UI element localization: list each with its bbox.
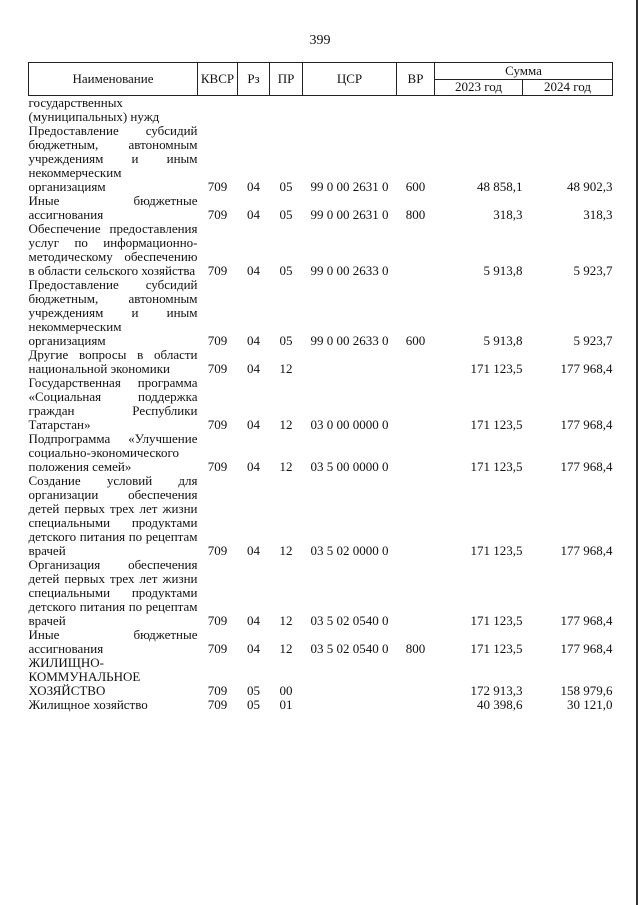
row-csr [303, 698, 397, 712]
row-name: государственных (муниципальных) нужд [28, 95, 160, 124]
row-rz: 04 [247, 361, 260, 376]
row-csr: 03 5 02 0000 0 [310, 543, 389, 558]
row-sum-2024: 30 121,0 [567, 697, 613, 712]
row-csr [303, 348, 397, 376]
row-vr [397, 348, 435, 376]
row-sum-2023: 5 913,8 [483, 333, 523, 348]
header-year-2023: 2023 год [435, 79, 523, 96]
row-sum-2024: 158 979,6 [560, 683, 613, 698]
table-row [29, 628, 613, 656]
row-sum-2023: 171 123,5 [470, 613, 523, 628]
row-vr [397, 656, 435, 698]
row-vr [397, 222, 435, 278]
row-kvsr: 709 [207, 641, 228, 656]
row-sum-2024: 177 968,4 [560, 459, 613, 474]
row-name: Предоставление субсидий бюджетным, автономным учреждениям и иным некоммерческим организациям [28, 277, 198, 348]
row-kvsr: 709 [207, 417, 228, 432]
row-sum-2023: 172 913,3 [470, 683, 523, 698]
row-csr: 99 0 00 2631 0 [310, 179, 389, 194]
row-kvsr: 709 [207, 543, 228, 558]
row-name: Обеспечение предоставления услуг по информационно-методическому обеспечению в области сельского хозяйства [28, 221, 198, 278]
row-pr: 05 [279, 179, 293, 194]
row-vr: 600 [405, 333, 426, 348]
header-year-2024: 2024 год [523, 79, 613, 96]
row-vr [397, 376, 435, 432]
row-pr: 12 [279, 417, 293, 432]
row-sum-2024: 48 902,3 [567, 179, 613, 194]
scan-edge-line [636, 0, 638, 905]
row-name: ЖИЛИЩНО-КОММУНАЛЬНОЕ ХОЗЯЙСТВО [28, 655, 141, 698]
row-rz: 04 [247, 263, 260, 278]
table-row [29, 558, 613, 628]
table-row [29, 278, 613, 348]
row-rz: 04 [247, 333, 260, 348]
row-sum-2023: 48 858,1 [477, 179, 523, 194]
row-vr [397, 558, 435, 628]
header-csr: ЦСР [303, 63, 397, 96]
row-sum-2024: 177 968,4 [560, 613, 613, 628]
row-name: Подпрограмма «Улучшение социально-экономического положения семей» [28, 431, 198, 474]
row-kvsr: 709 [207, 613, 228, 628]
row-pr: 05 [279, 333, 293, 348]
table-row [29, 348, 613, 376]
table-row [29, 656, 613, 698]
row-pr: 12 [279, 613, 293, 628]
row-sum-2023: 171 123,5 [470, 459, 523, 474]
row-csr [303, 96, 397, 125]
row-sum-2023: 171 123,5 [470, 361, 523, 376]
row-pr: 05 [279, 263, 293, 278]
row-sum-2023: 171 123,5 [470, 417, 523, 432]
header-kvsr: КВСР [198, 63, 238, 96]
row-rz: 04 [247, 613, 260, 628]
row-csr: 03 5 00 0000 0 [310, 459, 389, 474]
row-sum-2023: 5 913,8 [483, 263, 523, 278]
row-rz: 04 [247, 641, 260, 656]
page-number: 399 [309, 33, 331, 48]
row-pr: 01 [279, 697, 293, 712]
row-sum-2024: 177 968,4 [560, 361, 613, 376]
row-pr: 12 [279, 641, 293, 656]
table-row [29, 474, 613, 558]
row-sum-2023: 171 123,5 [470, 641, 523, 656]
row-pr: 00 [279, 683, 293, 698]
row-csr: 99 0 00 2633 0 [310, 333, 389, 348]
row-vr: 800 [405, 207, 426, 222]
row-vr: 600 [405, 179, 426, 194]
header-name: Наименование [29, 63, 198, 96]
header-rz: Рз [238, 63, 270, 96]
row-sum-2024: 177 968,4 [560, 543, 613, 558]
row-vr: 800 [405, 641, 426, 656]
row-pr [270, 96, 303, 125]
row-kvsr: 709 [207, 459, 228, 474]
row-pr: 12 [279, 361, 293, 376]
row-name: Государственная программа «Социальная поддержка граждан Республики Татарстан» [28, 375, 198, 432]
row-rz: 05 [247, 683, 260, 698]
row-kvsr: 709 [207, 263, 228, 278]
row-sum-2024: 177 968,4 [560, 417, 613, 432]
row-rz [238, 96, 270, 125]
row-rz: 04 [247, 207, 260, 222]
row-name: Организация обеспечения детей первых трех лет жизни специальными продуктами детского питания по рецептам врачей [28, 557, 198, 628]
row-name: Жилищное хозяйство [28, 697, 148, 712]
row-sum-2024: 177 968,4 [560, 641, 613, 656]
row-vr [397, 474, 435, 558]
row-kvsr: 709 [207, 207, 228, 222]
header-vr: ВР [397, 63, 435, 96]
row-csr: 99 0 00 2633 0 [310, 263, 389, 278]
row-sum-2023: 171 123,5 [470, 543, 523, 558]
row-sum-2023: 40 398,6 [477, 697, 523, 712]
table-row [29, 376, 613, 432]
header-pr: ПР [270, 63, 303, 96]
row-name: Иные бюджетные ассигнования [28, 627, 198, 656]
row-pr: 12 [279, 543, 293, 558]
table-row [29, 124, 613, 194]
row-rz: 04 [247, 417, 260, 432]
row-vr [397, 432, 435, 474]
row-sum-2024 [523, 96, 613, 125]
row-csr: 03 5 02 0540 0 [310, 641, 389, 656]
row-csr [303, 656, 397, 698]
table-body [29, 96, 613, 713]
row-pr: 05 [279, 207, 293, 222]
row-csr: 03 0 00 0000 0 [310, 417, 389, 432]
row-kvsr: 709 [207, 179, 228, 194]
row-rz: 04 [247, 179, 260, 194]
row-sum-2024: 5 923,7 [573, 263, 613, 278]
row-kvsr: 709 [207, 697, 228, 712]
row-sum-2024: 318,3 [583, 207, 613, 222]
table-header [29, 63, 613, 96]
table-row [29, 96, 613, 125]
row-name: Иные бюджетные ассигнования [28, 193, 198, 222]
row-name: Предоставление субсидий бюджетным, автономным учреждениям и иным некоммерческим организациям [28, 123, 198, 194]
row-csr: 99 0 00 2631 0 [310, 207, 389, 222]
row-name: Создание условий для организации обеспечения детей первых трех лет жизни специальными продуктами детского питания по рецептам врачей [28, 473, 198, 558]
row-sum-2023 [435, 96, 523, 125]
row-rz: 04 [247, 459, 260, 474]
row-kvsr: 709 [207, 333, 228, 348]
row-csr: 03 5 02 0540 0 [310, 613, 389, 628]
row-rz: 05 [247, 697, 260, 712]
budget-table [28, 62, 613, 712]
row-name: Другие вопросы в области национальной экономики [28, 347, 198, 376]
row-sum-2024: 5 923,7 [573, 333, 613, 348]
row-pr: 12 [279, 459, 293, 474]
row-rz: 04 [247, 543, 260, 558]
header-sum: Сумма [435, 63, 613, 80]
row-vr [397, 698, 435, 712]
table-row [29, 194, 613, 222]
table-row [29, 222, 613, 278]
row-vr [397, 96, 435, 125]
row-kvsr [198, 96, 238, 125]
row-kvsr: 709 [207, 683, 228, 698]
row-sum-2023: 318,3 [493, 207, 523, 222]
table-row [29, 698, 613, 712]
table-row [29, 432, 613, 474]
row-kvsr: 709 [207, 361, 228, 376]
